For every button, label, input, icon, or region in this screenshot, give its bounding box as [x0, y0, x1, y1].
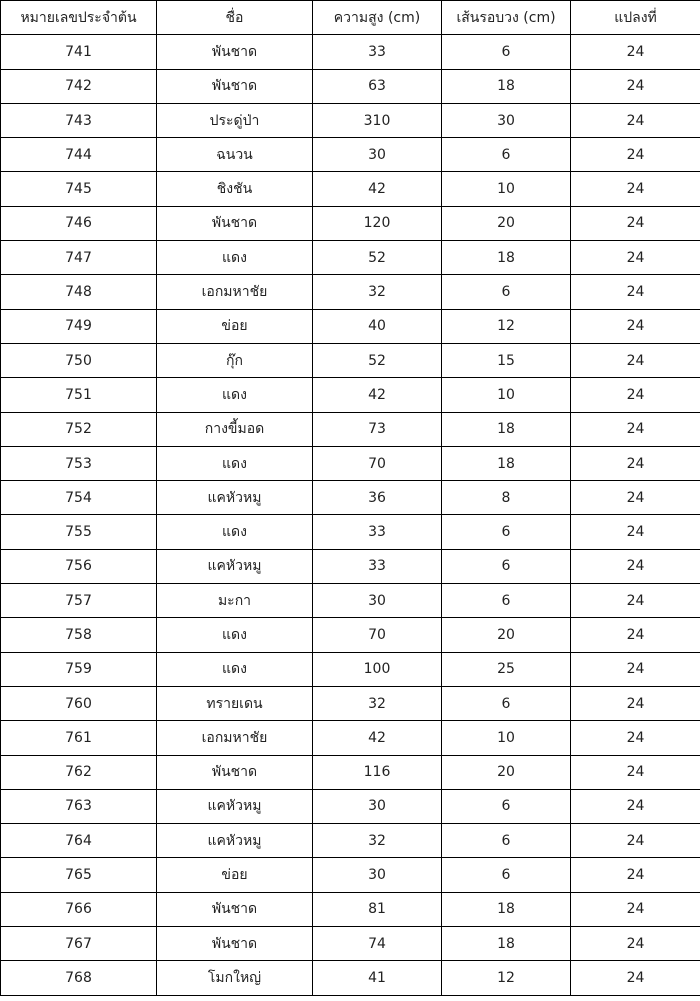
table-row	[1, 309, 700, 343]
cell-tree-number: 768	[1, 961, 157, 995]
cell-plot: 24	[571, 858, 700, 892]
cell-name: แคหัวหมู	[157, 824, 313, 858]
cell-circumference: 6	[442, 824, 571, 858]
cell-height: 42	[313, 378, 442, 412]
cell-circumference: 18	[442, 412, 571, 446]
cell-height: 42	[313, 721, 442, 755]
cell-tree-number: 755	[1, 515, 157, 549]
cell-circumference: 6	[442, 35, 571, 69]
cell-name: พันชาด	[157, 755, 313, 789]
cell-plot: 24	[571, 138, 700, 172]
cell-height: 33	[313, 515, 442, 549]
cell-tree-number: 743	[1, 103, 157, 137]
cell-circumference: 18	[442, 69, 571, 103]
cell-plot: 24	[571, 378, 700, 412]
cell-tree-number: 756	[1, 549, 157, 583]
table-row	[1, 172, 700, 206]
cell-circumference: 20	[442, 206, 571, 240]
cell-plot: 24	[571, 309, 700, 343]
cell-plot: 24	[571, 172, 700, 206]
cell-name: พันชาด	[157, 892, 313, 926]
cell-name: แดง	[157, 618, 313, 652]
cell-tree-number: 742	[1, 69, 157, 103]
cell-name: แดง	[157, 241, 313, 275]
table-body	[1, 35, 700, 995]
cell-plot: 24	[571, 446, 700, 480]
cell-tree-number: 762	[1, 755, 157, 789]
cell-plot: 24	[571, 789, 700, 823]
cell-height: 30	[313, 138, 442, 172]
cell-circumference: 20	[442, 618, 571, 652]
table-row	[1, 481, 700, 515]
cell-tree-number: 749	[1, 309, 157, 343]
table-row	[1, 755, 700, 789]
cell-tree-number: 751	[1, 378, 157, 412]
cell-plot: 24	[571, 206, 700, 240]
cell-tree-number: 750	[1, 343, 157, 377]
table-row	[1, 35, 700, 69]
cell-circumference: 6	[442, 686, 571, 720]
cell-name: เอกมหาชัย	[157, 275, 313, 309]
cell-circumference: 10	[442, 172, 571, 206]
cell-name: แดง	[157, 515, 313, 549]
cell-circumference: 10	[442, 378, 571, 412]
cell-name: พันชาด	[157, 927, 313, 961]
cell-height: 30	[313, 584, 442, 618]
cell-height: 42	[313, 172, 442, 206]
cell-circumference: 25	[442, 652, 571, 686]
cell-plot: 24	[571, 755, 700, 789]
cell-tree-number: 747	[1, 241, 157, 275]
table-row	[1, 721, 700, 755]
cell-circumference: 6	[442, 858, 571, 892]
cell-circumference: 30	[442, 103, 571, 137]
cell-tree-number: 757	[1, 584, 157, 618]
cell-height: 310	[313, 103, 442, 137]
cell-name: ฉนวน	[157, 138, 313, 172]
cell-name: กุ๊ก	[157, 343, 313, 377]
cell-height: 73	[313, 412, 442, 446]
table-row	[1, 378, 700, 412]
cell-height: 63	[313, 69, 442, 103]
cell-tree-number: 752	[1, 412, 157, 446]
cell-height: 36	[313, 481, 442, 515]
cell-tree-number: 744	[1, 138, 157, 172]
cell-plot: 24	[571, 824, 700, 858]
cell-name: กางขี้มอด	[157, 412, 313, 446]
cell-name: แดง	[157, 378, 313, 412]
cell-plot: 24	[571, 35, 700, 69]
table-row	[1, 618, 700, 652]
cell-plot: 24	[571, 652, 700, 686]
table-row	[1, 343, 700, 377]
cell-tree-number: 754	[1, 481, 157, 515]
cell-name: ข่อย	[157, 309, 313, 343]
cell-circumference: 18	[442, 892, 571, 926]
cell-plot: 24	[571, 69, 700, 103]
table-row	[1, 515, 700, 549]
cell-plot: 24	[571, 481, 700, 515]
table-row	[1, 69, 700, 103]
cell-name: แคหัวหมู	[157, 481, 313, 515]
cell-tree-number: 765	[1, 858, 157, 892]
cell-height: 52	[313, 241, 442, 275]
cell-name: ทรายเดน	[157, 686, 313, 720]
table-row	[1, 275, 700, 309]
cell-height: 74	[313, 927, 442, 961]
cell-circumference: 10	[442, 721, 571, 755]
cell-name: พันชาด	[157, 206, 313, 240]
cell-plot: 24	[571, 892, 700, 926]
cell-tree-number: 766	[1, 892, 157, 926]
cell-tree-number: 745	[1, 172, 157, 206]
table-row	[1, 412, 700, 446]
header-height: ความสูง (cm)	[313, 1, 442, 35]
cell-tree-number: 759	[1, 652, 157, 686]
cell-plot: 24	[571, 515, 700, 549]
cell-circumference: 12	[442, 961, 571, 995]
cell-name: เอกมหาชัย	[157, 721, 313, 755]
cell-plot: 24	[571, 343, 700, 377]
cell-tree-number: 748	[1, 275, 157, 309]
cell-name: แคหัวหมู	[157, 549, 313, 583]
cell-circumference: 18	[442, 446, 571, 480]
cell-plot: 24	[571, 584, 700, 618]
cell-height: 30	[313, 789, 442, 823]
table-row	[1, 686, 700, 720]
table-row	[1, 927, 700, 961]
table-header-row	[1, 1, 700, 35]
cell-circumference: 6	[442, 789, 571, 823]
table-row	[1, 206, 700, 240]
cell-circumference: 15	[442, 343, 571, 377]
cell-circumference: 18	[442, 241, 571, 275]
cell-circumference: 8	[442, 481, 571, 515]
table-row	[1, 789, 700, 823]
cell-plot: 24	[571, 412, 700, 446]
cell-tree-number: 763	[1, 789, 157, 823]
cell-name: แดง	[157, 446, 313, 480]
cell-name: โมกใหญ่	[157, 961, 313, 995]
cell-name: ประดู่ป่า	[157, 103, 313, 137]
cell-circumference: 6	[442, 549, 571, 583]
cell-tree-number: 746	[1, 206, 157, 240]
cell-height: 33	[313, 35, 442, 69]
cell-name: มะกา	[157, 584, 313, 618]
cell-plot: 24	[571, 961, 700, 995]
table-row	[1, 858, 700, 892]
cell-circumference: 12	[442, 309, 571, 343]
cell-height: 41	[313, 961, 442, 995]
cell-height: 33	[313, 549, 442, 583]
table-row	[1, 961, 700, 995]
table-row	[1, 103, 700, 137]
header-plot: แปลงที่	[571, 1, 700, 35]
cell-height: 40	[313, 309, 442, 343]
cell-plot: 24	[571, 721, 700, 755]
cell-plot: 24	[571, 618, 700, 652]
table-row	[1, 549, 700, 583]
cell-tree-number: 761	[1, 721, 157, 755]
cell-name: ชิงชัน	[157, 172, 313, 206]
cell-height: 81	[313, 892, 442, 926]
table-row	[1, 138, 700, 172]
cell-plot: 24	[571, 686, 700, 720]
cell-circumference: 20	[442, 755, 571, 789]
cell-height: 70	[313, 618, 442, 652]
header-tree-number: หมายเลขประจำต้น	[1, 1, 157, 35]
cell-height: 32	[313, 275, 442, 309]
cell-height: 70	[313, 446, 442, 480]
cell-height: 30	[313, 858, 442, 892]
table-row	[1, 892, 700, 926]
cell-circumference: 6	[442, 138, 571, 172]
cell-circumference: 6	[442, 584, 571, 618]
cell-tree-number: 741	[1, 35, 157, 69]
table-row	[1, 652, 700, 686]
cell-tree-number: 758	[1, 618, 157, 652]
cell-height: 52	[313, 343, 442, 377]
header-name: ชื่อ	[157, 1, 313, 35]
cell-name: แดง	[157, 652, 313, 686]
cell-tree-number: 767	[1, 927, 157, 961]
cell-height: 116	[313, 755, 442, 789]
cell-name: พันชาด	[157, 35, 313, 69]
cell-circumference: 6	[442, 515, 571, 549]
cell-height: 100	[313, 652, 442, 686]
header-circumference: เส้นรอบวง (cm)	[442, 1, 571, 35]
cell-plot: 24	[571, 927, 700, 961]
cell-plot: 24	[571, 241, 700, 275]
cell-height: 120	[313, 206, 442, 240]
cell-tree-number: 764	[1, 824, 157, 858]
cell-name: พันชาด	[157, 69, 313, 103]
table-row	[1, 824, 700, 858]
cell-plot: 24	[571, 275, 700, 309]
table-row	[1, 446, 700, 480]
cell-height: 32	[313, 824, 442, 858]
cell-circumference: 18	[442, 927, 571, 961]
cell-name: แคหัวหมู	[157, 789, 313, 823]
cell-tree-number: 753	[1, 446, 157, 480]
cell-plot: 24	[571, 549, 700, 583]
cell-tree-number: 760	[1, 686, 157, 720]
table-row	[1, 584, 700, 618]
cell-height: 32	[313, 686, 442, 720]
cell-plot: 24	[571, 103, 700, 137]
table-row	[1, 241, 700, 275]
cell-name: ข่อย	[157, 858, 313, 892]
cell-circumference: 6	[442, 275, 571, 309]
